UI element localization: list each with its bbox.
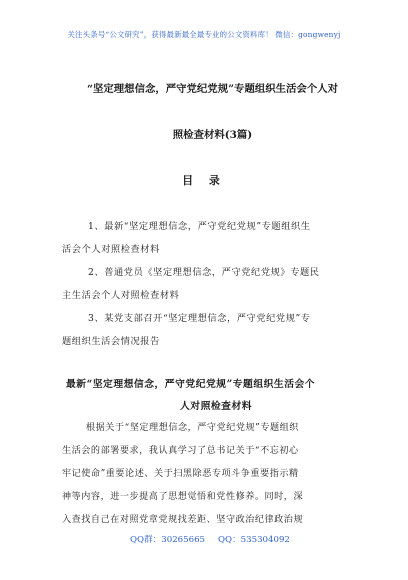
toc-heading: 目 录 bbox=[182, 174, 226, 187]
header-banner: 关注头条号“公文研究”，获得最新最全最专业的公文资料库！ 微信：gongwenyj bbox=[67, 30, 341, 39]
footer-qq-number: QQ：535304092 bbox=[218, 535, 290, 545]
toc-item-3-line-2: 题组织生活会情况报告 bbox=[62, 336, 160, 347]
body-paragraph-line: 神等内容，进一步提高了思想觉悟和党性修养。同时，深 bbox=[62, 492, 304, 502]
body-paragraph-line: 生活会的部署要求，我认真学习了总书记关于“不忘初心 bbox=[62, 446, 299, 456]
toc-item-1-line-2: 活会个人对照检查材料 bbox=[62, 244, 160, 255]
body-paragraph-line: 牢记使命”重要论述、关于扫黑除恶专项斗争重要指示精 bbox=[62, 469, 299, 479]
body-paragraph-line: 根据关于“坚定理想信念，严守党纪党规”专题组织 bbox=[86, 423, 299, 433]
body-paragraph-line: 入查找自己在对照党章党规找差距、坚守政治纪律政治规 bbox=[62, 515, 304, 525]
document-title-line-2: 照检查材料(3篇) bbox=[172, 129, 253, 141]
toc-item-2-line-2: 主生活会个人对照检查材料 bbox=[62, 290, 180, 301]
toc-item-2-line-1: 2、普通党员《坚定理想信念，严守党纪党规》专题民 bbox=[88, 267, 320, 278]
section-title-line-1: 最新“坚定理想信念，严守党纪党规”专题组织生活会个 bbox=[66, 379, 316, 390]
footer-qq-group: QQ群：30265665 bbox=[130, 535, 206, 545]
toc-item-3-line-1: 3、某党支部召开“坚定理想信念，严守党纪党规”专 bbox=[88, 313, 311, 324]
toc-item-1-line-1: 1、最新“坚定理想信念，严守党纪党规”专题组织生 bbox=[88, 221, 311, 232]
document-title-line-1: “坚定理想信念，严守党纪党规”专题组织生活会个人对 bbox=[87, 83, 338, 95]
section-title-line-2: 人对照检查材料 bbox=[180, 401, 253, 412]
